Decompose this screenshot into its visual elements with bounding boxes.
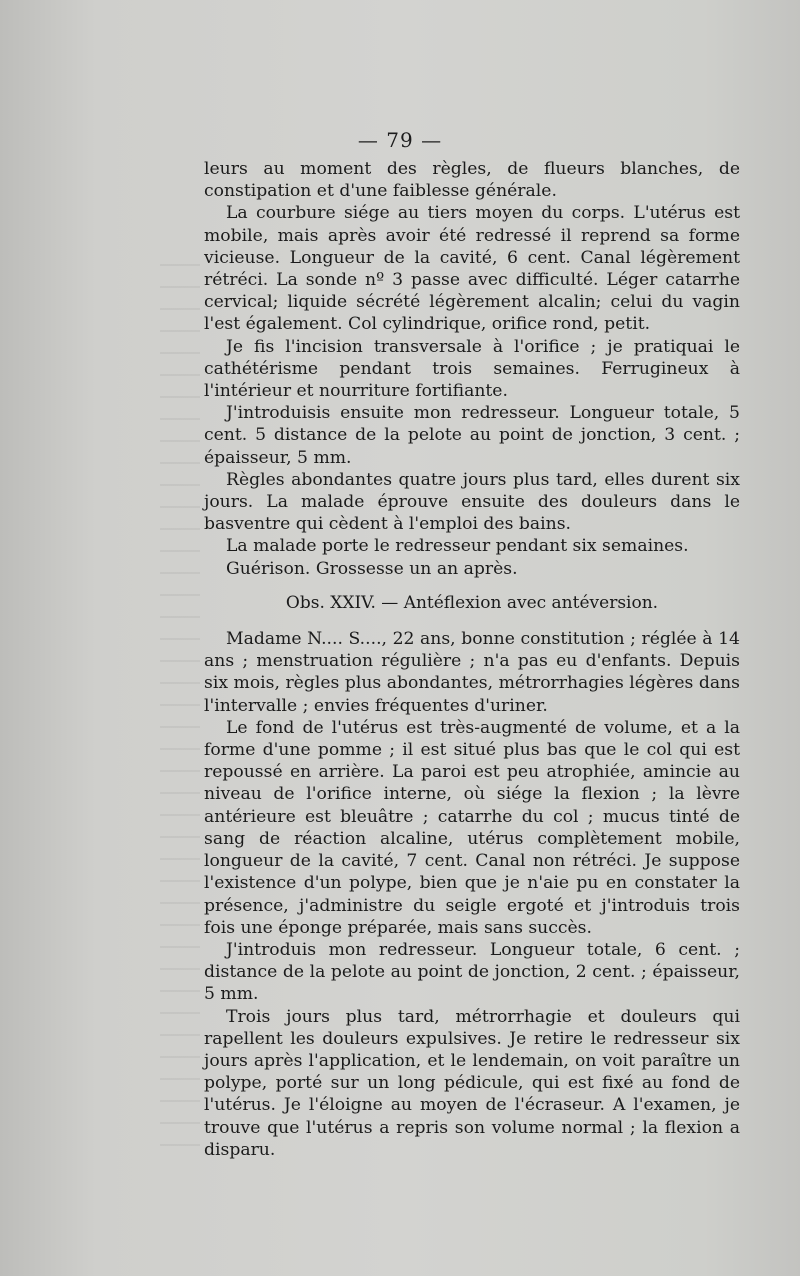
paragraph: J'introduis mon redresseur. Longueur totale, 6 cent. ; distance de la pelote au point de jonction, 2 cent. ; épaisseur, 5 mm. xyxy=(204,939,740,1005)
paragraph: Trois jours plus tard, métrorrhagie et douleurs qui rapellent les douleurs expulsives. Je retire le redresseur six jours après l'application, et le lendemain, on voit paraître un polype, porté sur un long pédicule, qui est fixé au fond de l'utérus. Je l'éloigne au moyen de l'écraseur. A l'examen, je trouve que l'utérus a repris son volume normal ; la flexion a disparu. xyxy=(204,1006,740,1160)
paragraph: La courbure siége au tiers moyen du corps. L'utérus est mobile, mais après avoir été redressé il reprend sa forme vicieuse. Longueur de la cavité, 6 cent. Canal légèrement rétréci. La sonde nº 3 passe avec difficulté. Léger catarrhe cervical; liquide sécrété légèrement alcalin; celui du vagin l'est également. Col cylindrique, orifice rond, petit. xyxy=(204,203,740,335)
observation-heading: Obs. XXIV. — Antéflexion avec antéversion. xyxy=(285,592,659,613)
paragraph: Règles abondantes quatre jours plus tard, elles durent six jours. La malade éprouve ensuite des douleurs dans le basventre qui cèdent à l'emploi des bains. xyxy=(204,469,740,535)
page-number: — 79 — xyxy=(357,128,443,152)
paragraph: Guérison. Grossesse un an après. xyxy=(226,558,518,579)
paragraph: Le fond de l'utérus est très-augmenté de volume, et a la forme d'une pomme ; il est situé plus bas que le col qui est repoussé en arrière. La paroi est peu atrophiée, amincie au niveau de l'orifice interne, où siége la flexion ; la lèvre antérieure est bleuâtre ; catarrhe du col ; mucus tinté de sang de réaction alcaline, utérus complètement mobile, longueur de la cavité, 7 cent. Canal non rétréci. Je suppose l'existence d'un polype, bien que je n'aie pu en constater la présence, j'administre du seigle ergoté et j'introduis trois fois une éponge préparée, mais sans succès. xyxy=(204,717,740,938)
body-text xyxy=(204,158,740,1161)
paragraph: Madame N.... S...., 22 ans, bonne constitution ; réglée à 14 ans ; menstruation régulière ; n'a pas eu d'enfants. Depuis six mois, règles plus abondantes, métrorrhagies légères dans l'intervalle ; envies fréquentes d'uriner. xyxy=(204,629,740,716)
bleed-through-shadow xyxy=(160,250,200,1150)
paragraph: La malade porte le redresseur pendant six semaines. xyxy=(226,536,689,557)
paragraph-continuation: leurs au moment des règles, de flueurs blanches, de constipation et d'une faiblesse générale. xyxy=(204,159,740,202)
paragraph: J'introduisis ensuite mon redresseur. Longueur totale, 5 cent. 5 distance de la pelote au point de jonction, 3 cent. ; épaisseur, 5 mm. xyxy=(204,403,740,468)
paragraph: Je fis l'incision transversale à l'orifice ; je pratiquai le cathétérisme pendant trois semaines. Ferrugineux à l'intérieur et nourriture fortifiante. xyxy=(204,336,740,402)
